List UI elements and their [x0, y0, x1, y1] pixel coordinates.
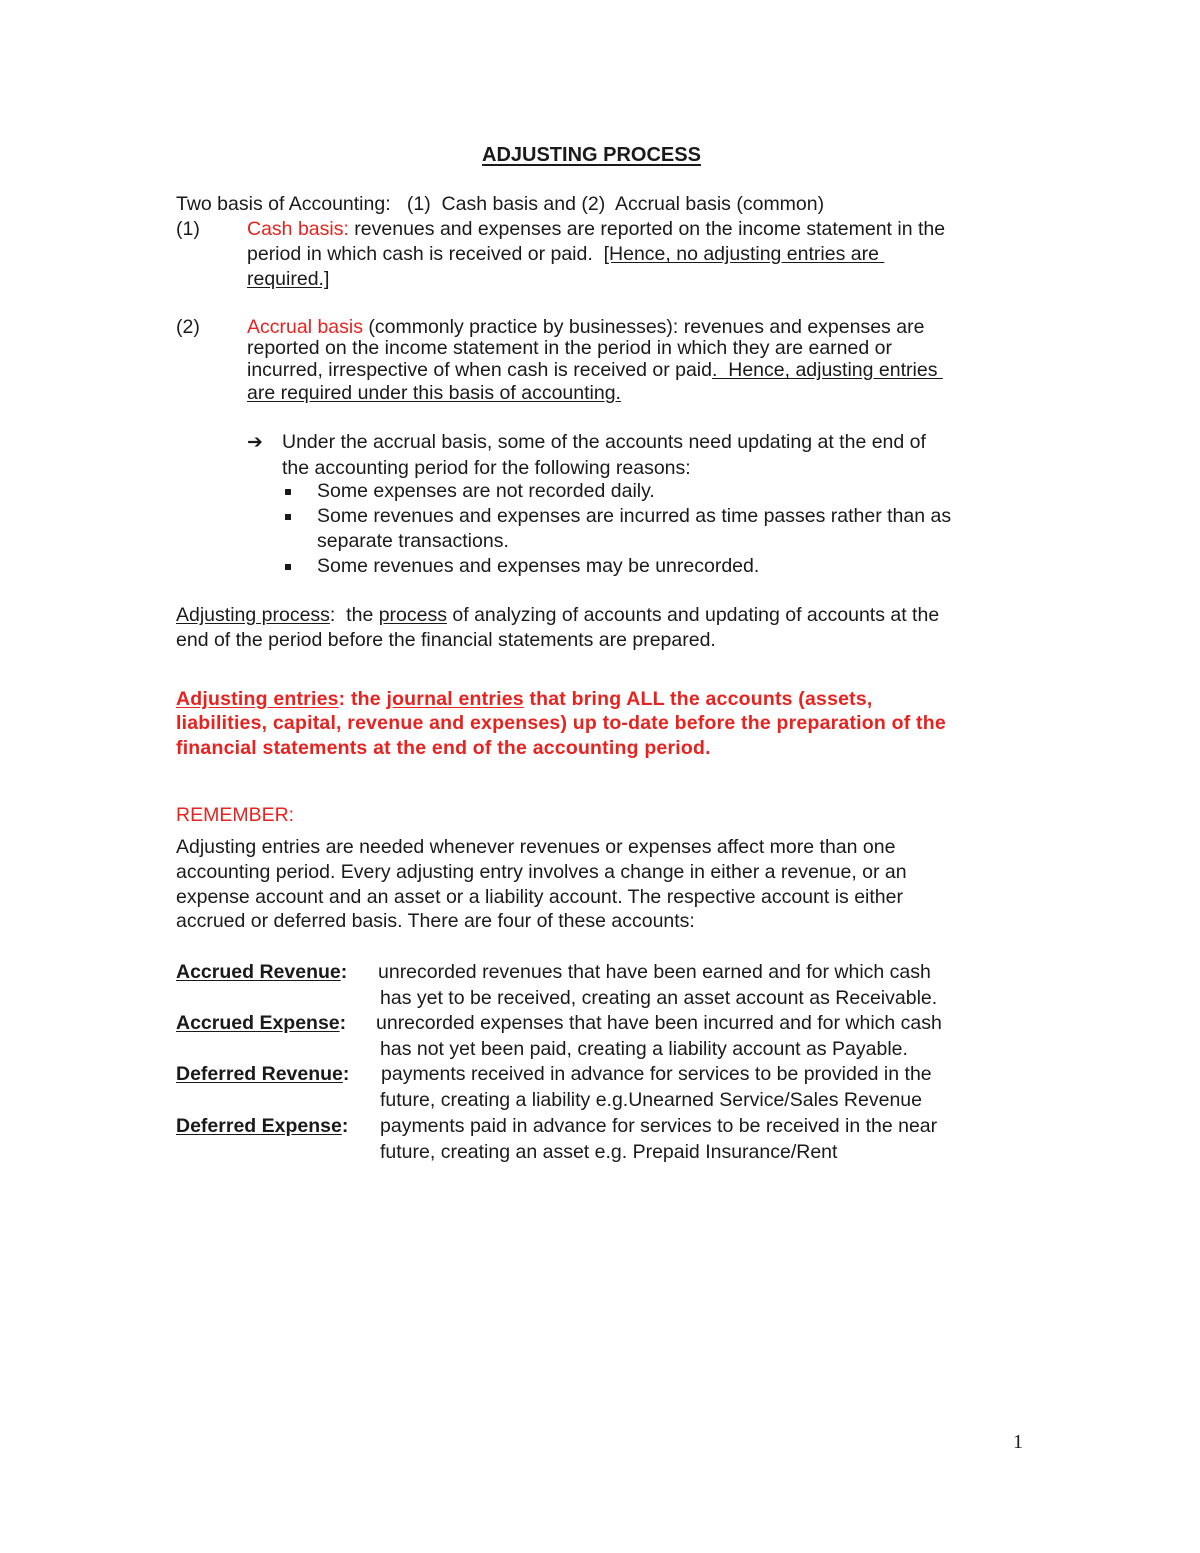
definition-term — [176, 1065, 349, 1085]
deferred-expense-term: Deferred Expense — [176, 1115, 342, 1137]
arrow-icon: ➔ — [247, 431, 263, 453]
item2-text3: incurred, irrespective of when cash is received or paid — [247, 359, 712, 381]
accrued-revenue-term: Accrued Revenue — [176, 961, 341, 983]
deferred-revenue-term: Deferred Revenue — [176, 1063, 343, 1085]
adjusting-entries-line2: liabilities, capital, revenue and expenses) up to-date before the preparation of the — [176, 712, 946, 734]
remember-line: accrued or deferred basis. There are four of these accounts: — [176, 910, 695, 932]
adjusting-entries-line1 — [176, 690, 873, 710]
process-word: process — [378, 604, 447, 626]
definition-line: payments paid in advance for services to be received in the near — [380, 1115, 938, 1137]
journal-entries-term: journal entries — [386, 688, 524, 710]
item1-line1 — [247, 220, 945, 240]
term-colon: : — [340, 961, 348, 983]
adjusting-entries-mid: : the — [338, 688, 387, 710]
definition-term — [176, 963, 347, 983]
definition-line: unrecorded revenues that have been earned and for which cash — [378, 961, 931, 983]
adjusting-entries-rest: that bring ALL the accounts (assets, — [523, 688, 873, 710]
definition-line: has yet to be received, creating an asset account as Receivable. — [380, 987, 938, 1009]
intro-line: Two basis of Accounting: (1) Cash basis and (2) Accrual basis (common) — [176, 193, 825, 215]
bullet-icon — [285, 514, 291, 520]
definition-line: payments received in advance for services to be provided in the — [381, 1063, 932, 1085]
definition-line: unrecorded expenses that have been incurred and for which cash — [376, 1012, 942, 1034]
adjusting-process-line1 — [176, 606, 939, 626]
term-colon: : — [341, 1115, 349, 1137]
item2-line1 — [247, 318, 924, 338]
item2-line2: reported on the income statement in the period in which they are earned or — [247, 337, 892, 359]
item1-note: [Hence, no adjusting entries are — [603, 243, 885, 265]
adjusting-process-rest: of analyzing of accounts and updating of accounts at the — [446, 604, 940, 626]
term-colon: : — [339, 1012, 347, 1034]
definition-line: has not yet been paid, creating a liability account as Payable. — [380, 1038, 908, 1060]
item2-note: . Hence, adjusting entries — [711, 359, 943, 381]
bullet-item-1: Some expenses are not recorded daily. — [317, 480, 655, 502]
bullet-item-3: Some revenues and expenses may be unrecorded. — [317, 555, 760, 577]
definition-term — [176, 1117, 348, 1137]
remember-line: Adjusting entries are needed whenever revenues or expenses affect more than one — [176, 836, 896, 858]
cash-basis-term: Cash basis: — [247, 218, 349, 240]
remember-line: accounting period. Every adjusting entry involves a change in either a revenue, or an — [176, 861, 907, 883]
definition-term — [176, 1014, 346, 1034]
remember-heading: REMEMBER: — [176, 804, 295, 826]
item2-text1: (commonly practice by businesses): revenues and expenses are — [362, 316, 925, 338]
item1-line3: required.] — [247, 268, 330, 290]
bullet-icon — [285, 489, 291, 495]
arrow-line1: Under the accrual basis, some of the accounts need updating at the end of — [282, 431, 926, 453]
page-title: ADJUSTING PROCESS — [482, 144, 701, 166]
item1-text2: period in which cash is received or paid. — [247, 243, 604, 265]
item1-line2 — [247, 245, 884, 265]
bullet-icon — [285, 564, 291, 570]
adjusting-process-line2: end of the period before the financial statements are prepared. — [176, 629, 716, 651]
accrual-basis-term: Accrual basis — [247, 316, 363, 338]
item2-line4: are required under this basis of accounting. — [247, 382, 621, 404]
page-number: 1 — [1013, 1431, 1023, 1453]
item2-number: (2) — [176, 316, 200, 338]
definition-line: future, creating an asset e.g. Prepaid Insurance/Rent — [380, 1141, 838, 1163]
arrow-line2: the accounting period for the following reasons: — [282, 457, 691, 479]
adjusting-process-colon: : the — [329, 604, 379, 626]
bullet-item-2: Some revenues and expenses are incurred as time passes rather than as — [317, 505, 952, 527]
item2-line3 — [247, 361, 943, 381]
bullet-item-2-cont: separate transactions. — [317, 530, 509, 552]
remember-line: expense account and an asset or a liability account. The respective account is either — [176, 886, 903, 908]
adjusting-entries-term: Adjusting entries — [176, 688, 339, 710]
definition-line: future, creating a liability e.g.Unearned Service/Sales Revenue — [380, 1089, 922, 1111]
accrued-expense-term: Accrued Expense — [176, 1012, 340, 1034]
item1-text1: revenues and expenses are reported on the income statement in the — [348, 218, 946, 240]
adjusting-process-term: Adjusting process — [176, 604, 330, 626]
adjusting-entries-line3: financial statements at the end of the accounting period. — [176, 737, 711, 759]
term-colon: : — [342, 1063, 350, 1085]
item1-number: (1) — [176, 218, 200, 240]
